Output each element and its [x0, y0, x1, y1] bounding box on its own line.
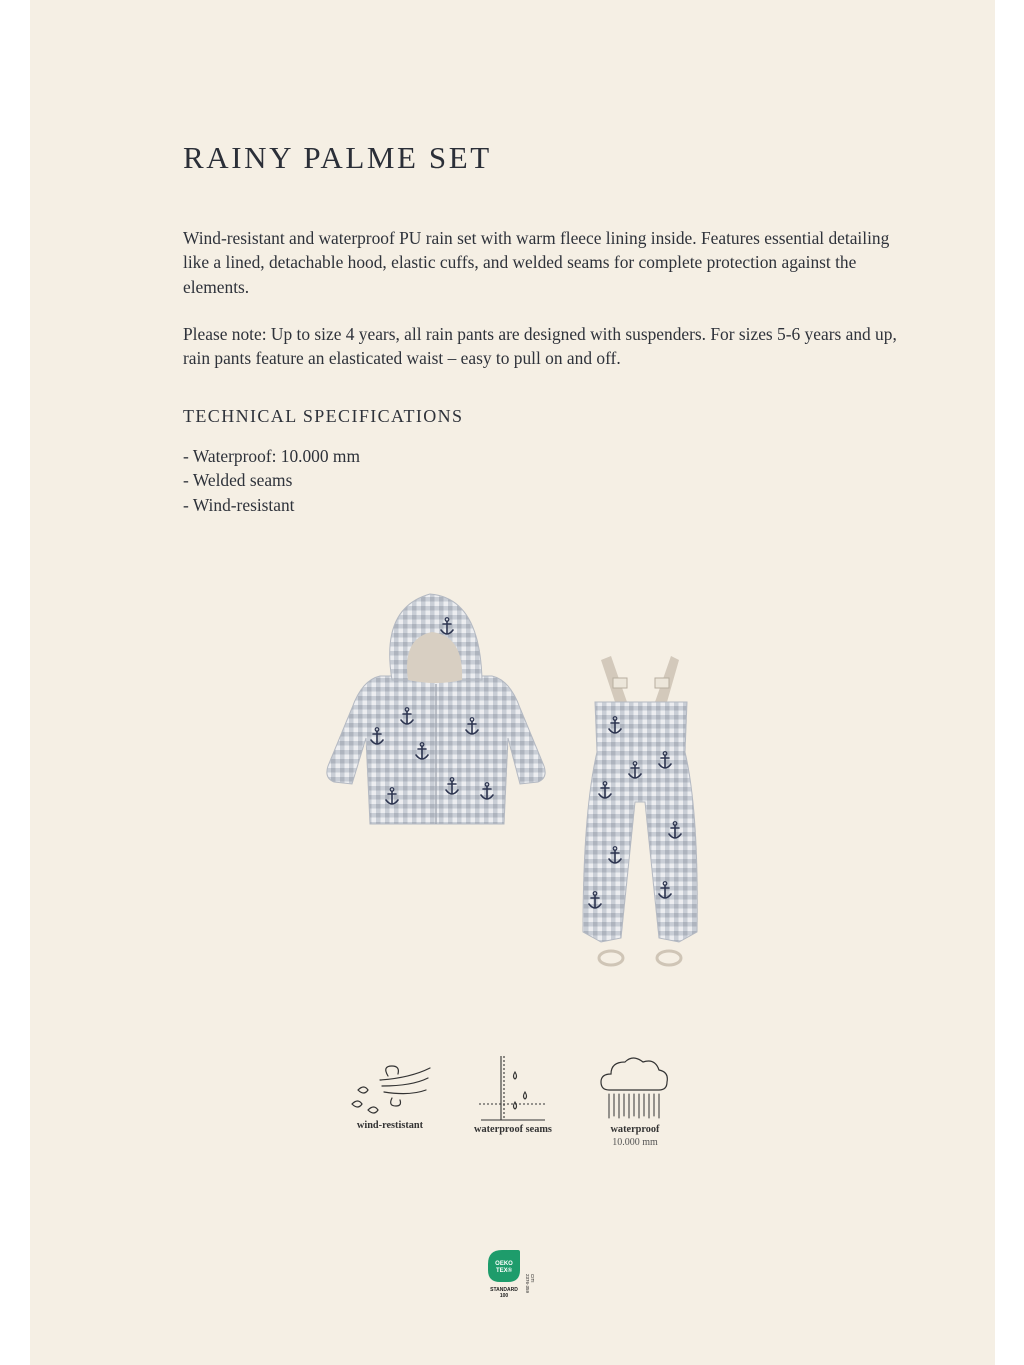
oeko-tex-logo [486, 1248, 546, 1304]
oeko-text: OEKO [495, 1261, 513, 1267]
feature-seams-label: waterproof seams [474, 1124, 552, 1135]
spec-item: - Welded seams [183, 470, 293, 491]
seam-drops-icon [473, 1052, 553, 1124]
rain-cloud-icon [595, 1052, 675, 1124]
cert-code-2: CITI [530, 1274, 535, 1283]
standard-number: 100 [499, 1293, 509, 1299]
rain-jacket-image [322, 588, 552, 828]
rain-pants-image [575, 652, 705, 974]
spec-item: - Wind-resistant [183, 494, 295, 515]
feature-waterproof [560, 1052, 710, 1148]
feature-waterproof-value: 10.000 mm [612, 1137, 658, 1148]
tex-text: TEX® [495, 1268, 513, 1274]
product-title: RAINY PALME SET [183, 140, 492, 175]
cert-code: 2376-359 [525, 1274, 530, 1294]
specs-heading: TECHNICAL SPECIFICATIONS [183, 406, 464, 426]
feature-wind-label: wind-restistant [356, 1120, 424, 1131]
feature-waterproof-label: waterproof [610, 1124, 660, 1135]
specs-list [183, 444, 360, 517]
spec-item: - Waterproof: 10.000 mm [183, 446, 360, 466]
sizing-note: Please note: Up to size 4 years, all rain pants are designed with suspenders. For sizes 5-6 years and up, rain pants feature an elasticated waist – easy to pull on and off. [183, 324, 897, 369]
wind-icon [340, 1060, 440, 1120]
product-description: Wind-resistant and waterproof PU rain set with warm fleece lining inside. Features essential detailing like a lined, detachable hood, elastic cuffs, and welded seams for complete protection against the elements. [183, 228, 890, 297]
standard-text: STANDARD [490, 1287, 518, 1293]
